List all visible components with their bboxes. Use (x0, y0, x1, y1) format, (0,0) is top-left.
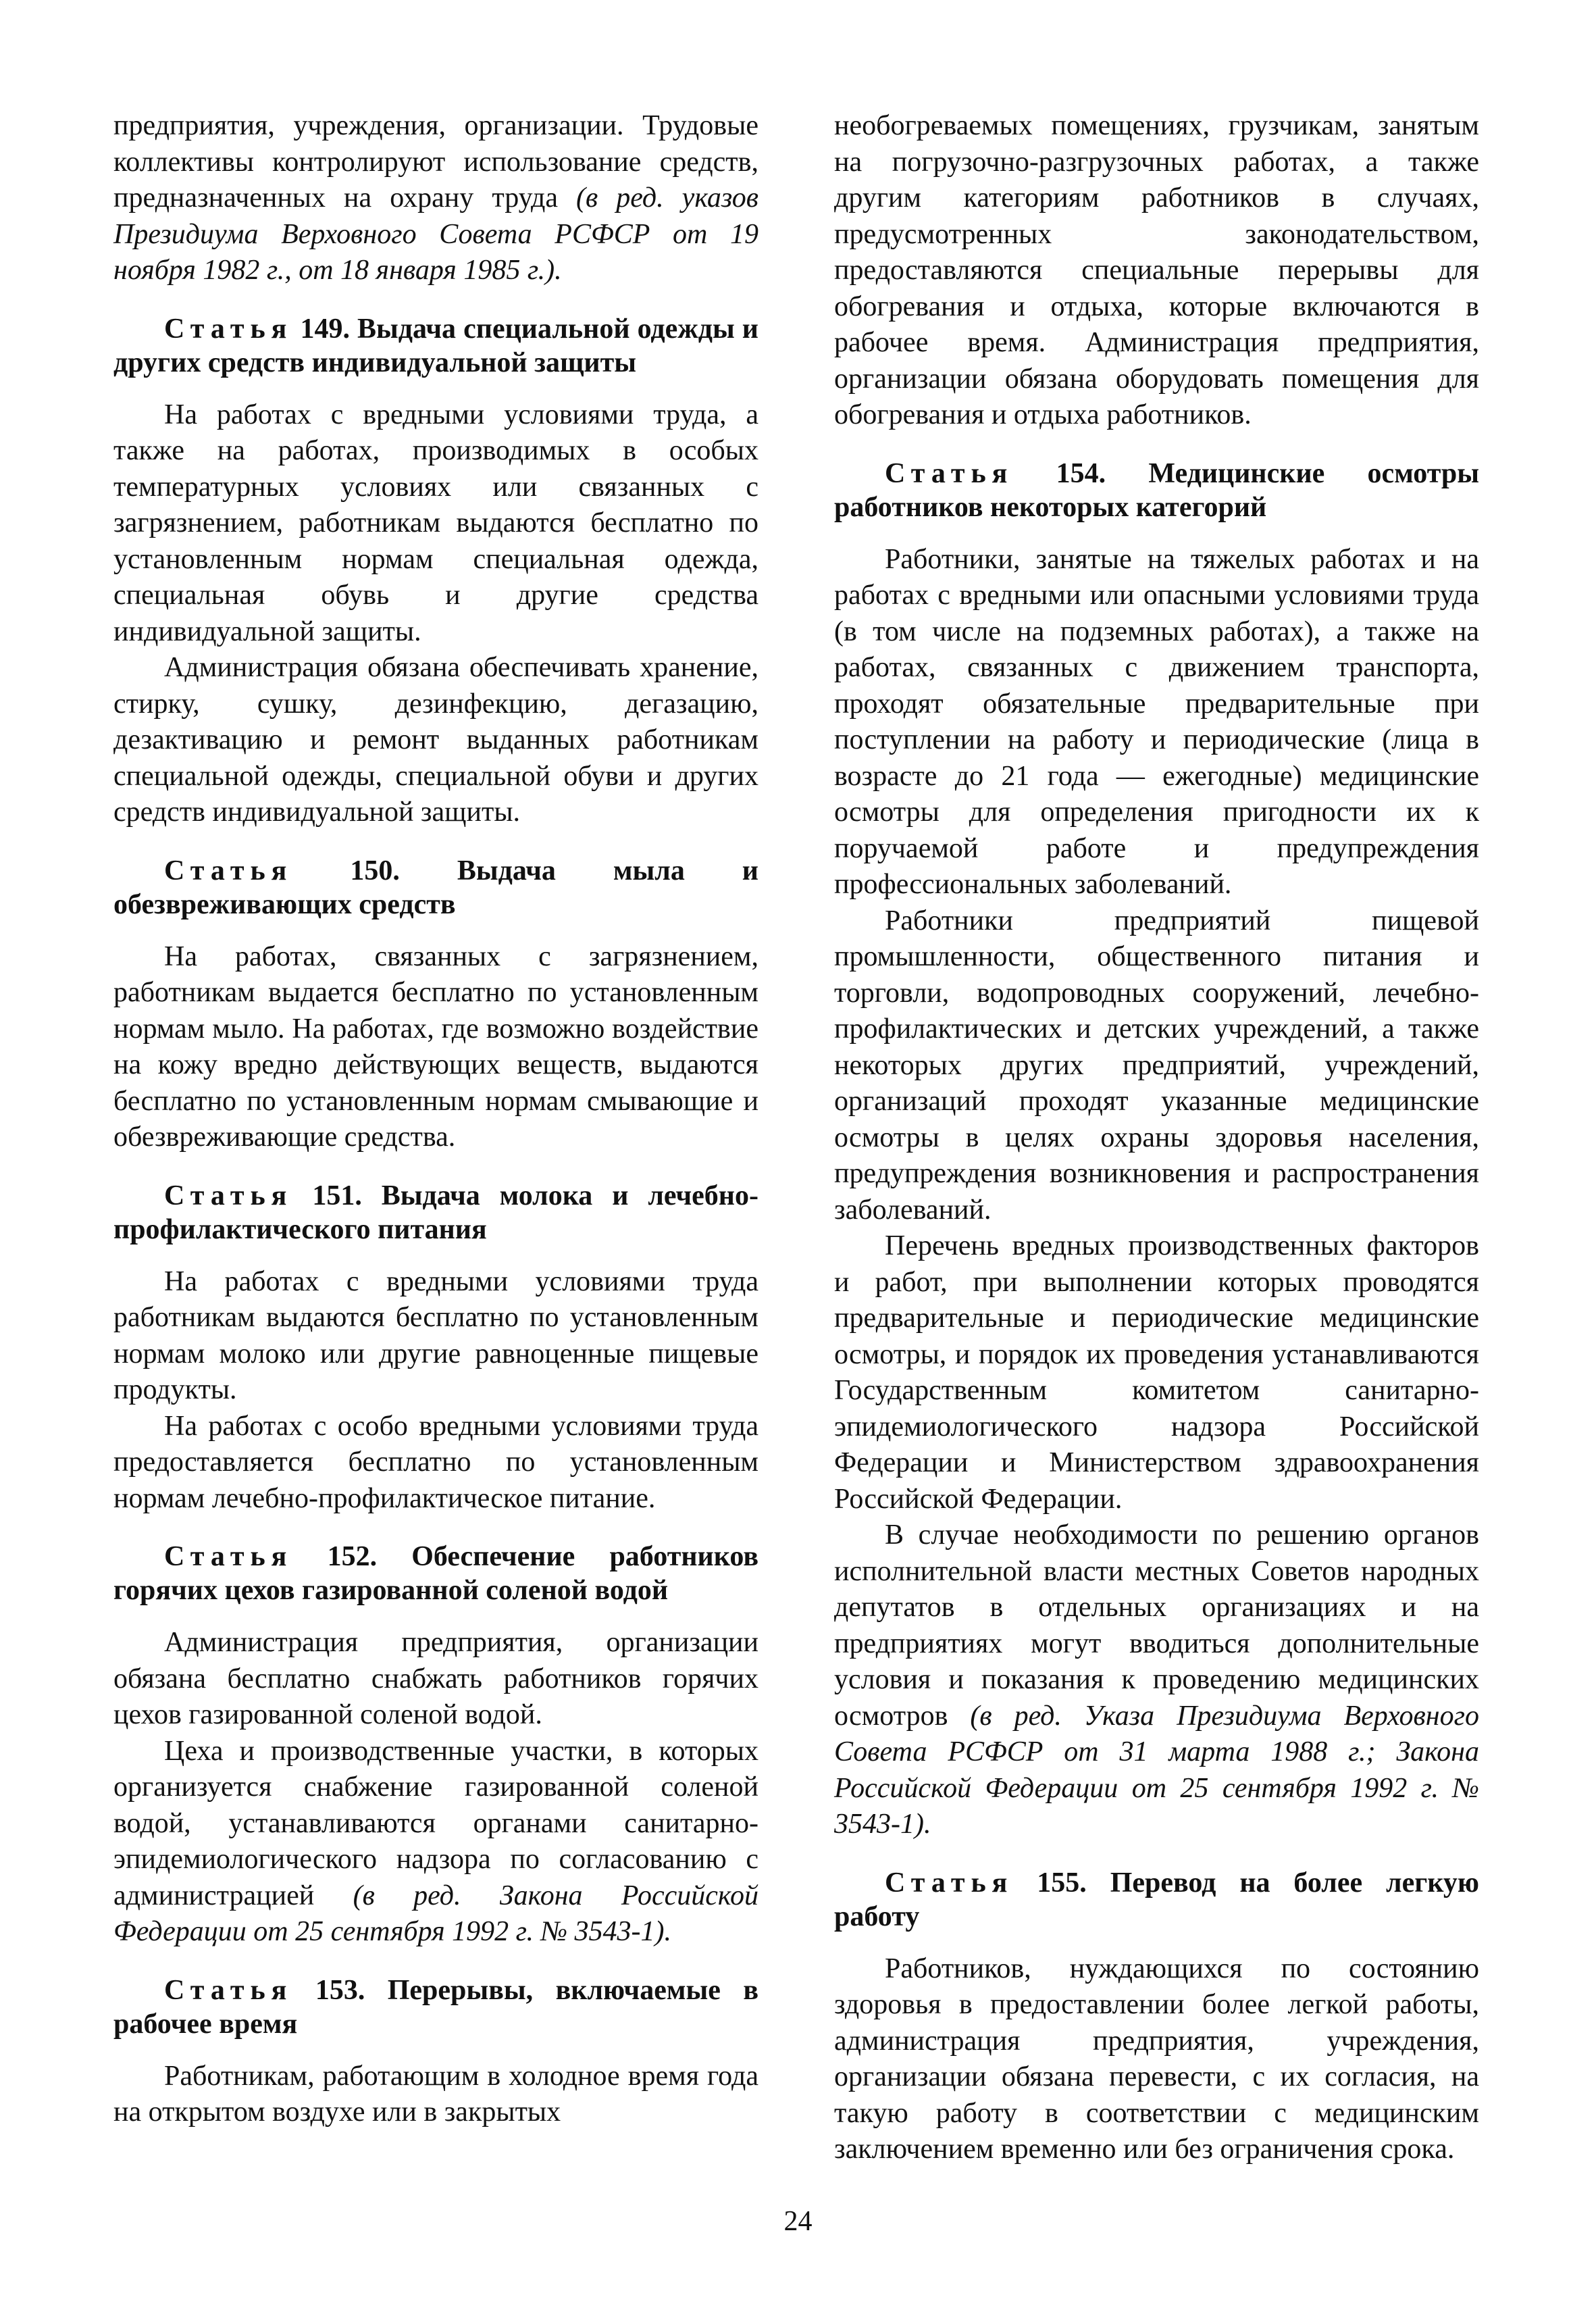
paragraph-text: предприятия, учреждения, организации. Трудовые коллективы контролируют использование средств, предназначенных на охрану труда (113, 110, 758, 213)
article-number: 151. (312, 1180, 362, 1211)
article-number: 152. (327, 1541, 378, 1572)
article-149-heading (113, 312, 758, 380)
article-number: 154. (1056, 457, 1106, 489)
page-number: 24 (783, 2206, 813, 2237)
article-150-paragraph-1: На работах, связанных с загрязнением, работникам выдается бесплатно по установленным нормам мыло. На работах, где возможно воздействие на кожу вредно действующих веществ, выдаются бесплатно по установленным нормам смывающие и обезвреживающие средства. (113, 940, 758, 1153)
article-155-paragraph-1: Работников, нуждающихся по состоянию здоровья в предоставлении более легкой работы, администрация предприятия, учреждения, организации обязана перевести, с их согласия, на такую работу в соответствии с медицинским заключением временно или без ограничения срока. (834, 1953, 1479, 2165)
article-title: Обеспечение работников горячих цехов газированной соленой водой (113, 1541, 759, 1606)
article-label: Статья (164, 313, 293, 345)
article-154-paragraph-1: Работники, занятые на тяжелых работах и на работах с вредными или опасными условиями труда (в том числе на подземных работах), а также на работах, связанных с движением транспорта, проходят обязательные предварительные при поступлении на работу и периодические (лица в возрасте до 21 года — ежегодные) медицинские осмотры для определения пригодности их к поручаемой работе и предупреждения профессиональных заболеваний. (834, 543, 1479, 900)
article-153-heading (113, 1973, 758, 2041)
article-150-heading (113, 854, 758, 922)
article-title: Выдача специальной одежды и других средств индивидуальной защиты (113, 313, 758, 378)
article-154-paragraph-2: Работники предприятий пищевой промышленности, общественного питания и торговли, водопроводных сооружений, лечебно-профилактических и детских учреждений, а также некоторых других предприятий, учреждений, организаций проходят указанные медицинские осмотры в целях охраны здоровья населения, предупреждения возникновения и распространения заболеваний. (834, 905, 1479, 1226)
article-number: 150. (350, 855, 400, 886)
article-151-heading (113, 1179, 758, 1247)
article-label: Статья (885, 1867, 1014, 1898)
amendment-note: (в ред. указов Президиума Верховного Совета РСФСР от 19 ноября 1982 г., от 18 января 1985 г.). (113, 182, 758, 286)
article-153-paragraph-1: Работникам, работающим в холодное время года на открытом воздухе или в закрытых (113, 2060, 758, 2128)
amendment-note: (в ред. Закона Российской Федерации от 25 сентября 1992 г. № 3543-1). (113, 1880, 758, 1947)
article-label: Статья (164, 1180, 293, 1211)
article-151-paragraph-2: На работах с особо вредными условиями труда предоставляется бесплатно по установленным нормам лечебно-профилактическое питание. (113, 1410, 758, 1514)
right-column (834, 108, 1479, 2168)
article-title: Перевод на более легкую работу (834, 1867, 1480, 1932)
article-154-paragraph-4 (834, 1517, 1479, 1843)
article-label: Статья (164, 855, 293, 886)
article-152-heading (113, 1540, 758, 1607)
article-title: Выдача мыла и обезвреживающих средств (113, 855, 758, 920)
article-149-paragraph-1: На работах с вредными условиями труда, а также на работах, производимых в особых температурных условиях или связанных с загрязнением, работникам выдаются бесплатно по установленным нормам специальная одежда, специальная обувь и другие средства индивидуальной защиты. (113, 399, 758, 647)
article-154-heading (834, 457, 1479, 524)
paragraph-text: Цеха и производственные участки, в которых организуется снабжение газированной соленой водой, устанавливаются органами санитарно-эпидемиологического надзора по согласованию с администрацией (113, 1735, 758, 1911)
article-title: Медицинские осмотры работников некоторых категорий (834, 457, 1479, 523)
article-152-paragraph-1: Администрация предприятия, организации обязана бесплатно снабжать работников горячих цехов газированной соленой водой. (113, 1627, 758, 1730)
article-label: Статья (885, 457, 1014, 489)
article-154-paragraph-3: Перечень вредных производственных факторов и работ, при выполнении которых проводятся предварительные и периодические медицинские осмотры, и порядок их проведения устанавливаются Государственным комитетом санитарно-эпидемиологического надзора Российской Федерации и Министерством здравоохранения Российской Федерации. (834, 1230, 1479, 1515)
article-label: Статья (164, 1541, 293, 1572)
continued-paragraph: необогреваемых помещениях, грузчикам, занятым на погрузочно-разгрузочных работах, а также другим категориям работников в случаях, предусмотренных законодательством, предоставляются специальные перерывы для обогревания и отдыха, которые включаются в рабочее время. Администрация предприятия, организации обязана оборудовать помещения для обогревания и отдыха работников. (834, 110, 1479, 430)
article-155-heading (834, 1866, 1479, 1934)
article-title: Выдача молока и лечебно-профилактического питания (113, 1180, 758, 1245)
article-number: 155. (1037, 1867, 1087, 1898)
paragraph-text: В случае необходимости по решению органов исполнительной власти местных Советов народных депутатов в отдельных организациях и на предприятиях могут вводиться дополнительные условия и показания к проведению медицинских осмотров (834, 1519, 1479, 1732)
article-152-paragraph-2 (113, 1734, 758, 1951)
article-title: Перерывы, включаемые в рабочее время (113, 1974, 759, 2040)
article-number: 149. (300, 313, 350, 345)
article-label: Статья (164, 1974, 293, 2006)
left-column (113, 108, 758, 2131)
continued-paragraph (113, 108, 758, 289)
article-149-paragraph-2: Администрация обязана обеспечивать хранение, стирку, сушку, дезинфекцию, дегазацию, дезактивацию и ремонт выданных работникам специальной одежды, специальной обуви и других средств индивидуальной защиты. (113, 652, 758, 828)
amendment-note: (в ред. Указа Президиума Верховного Совета РСФСР от 31 марта 1988 г.; Закона Российской Федерации от 25 сентября 1992 г. № 3543-1). (834, 1700, 1479, 1840)
article-number: 153. (315, 1974, 365, 2006)
article-151-paragraph-1: На работах с вредными условиями труда работникам выдаются бесплатно по установленным нормам молоко или другие равноценные пищевые продукты. (113, 1265, 758, 1405)
